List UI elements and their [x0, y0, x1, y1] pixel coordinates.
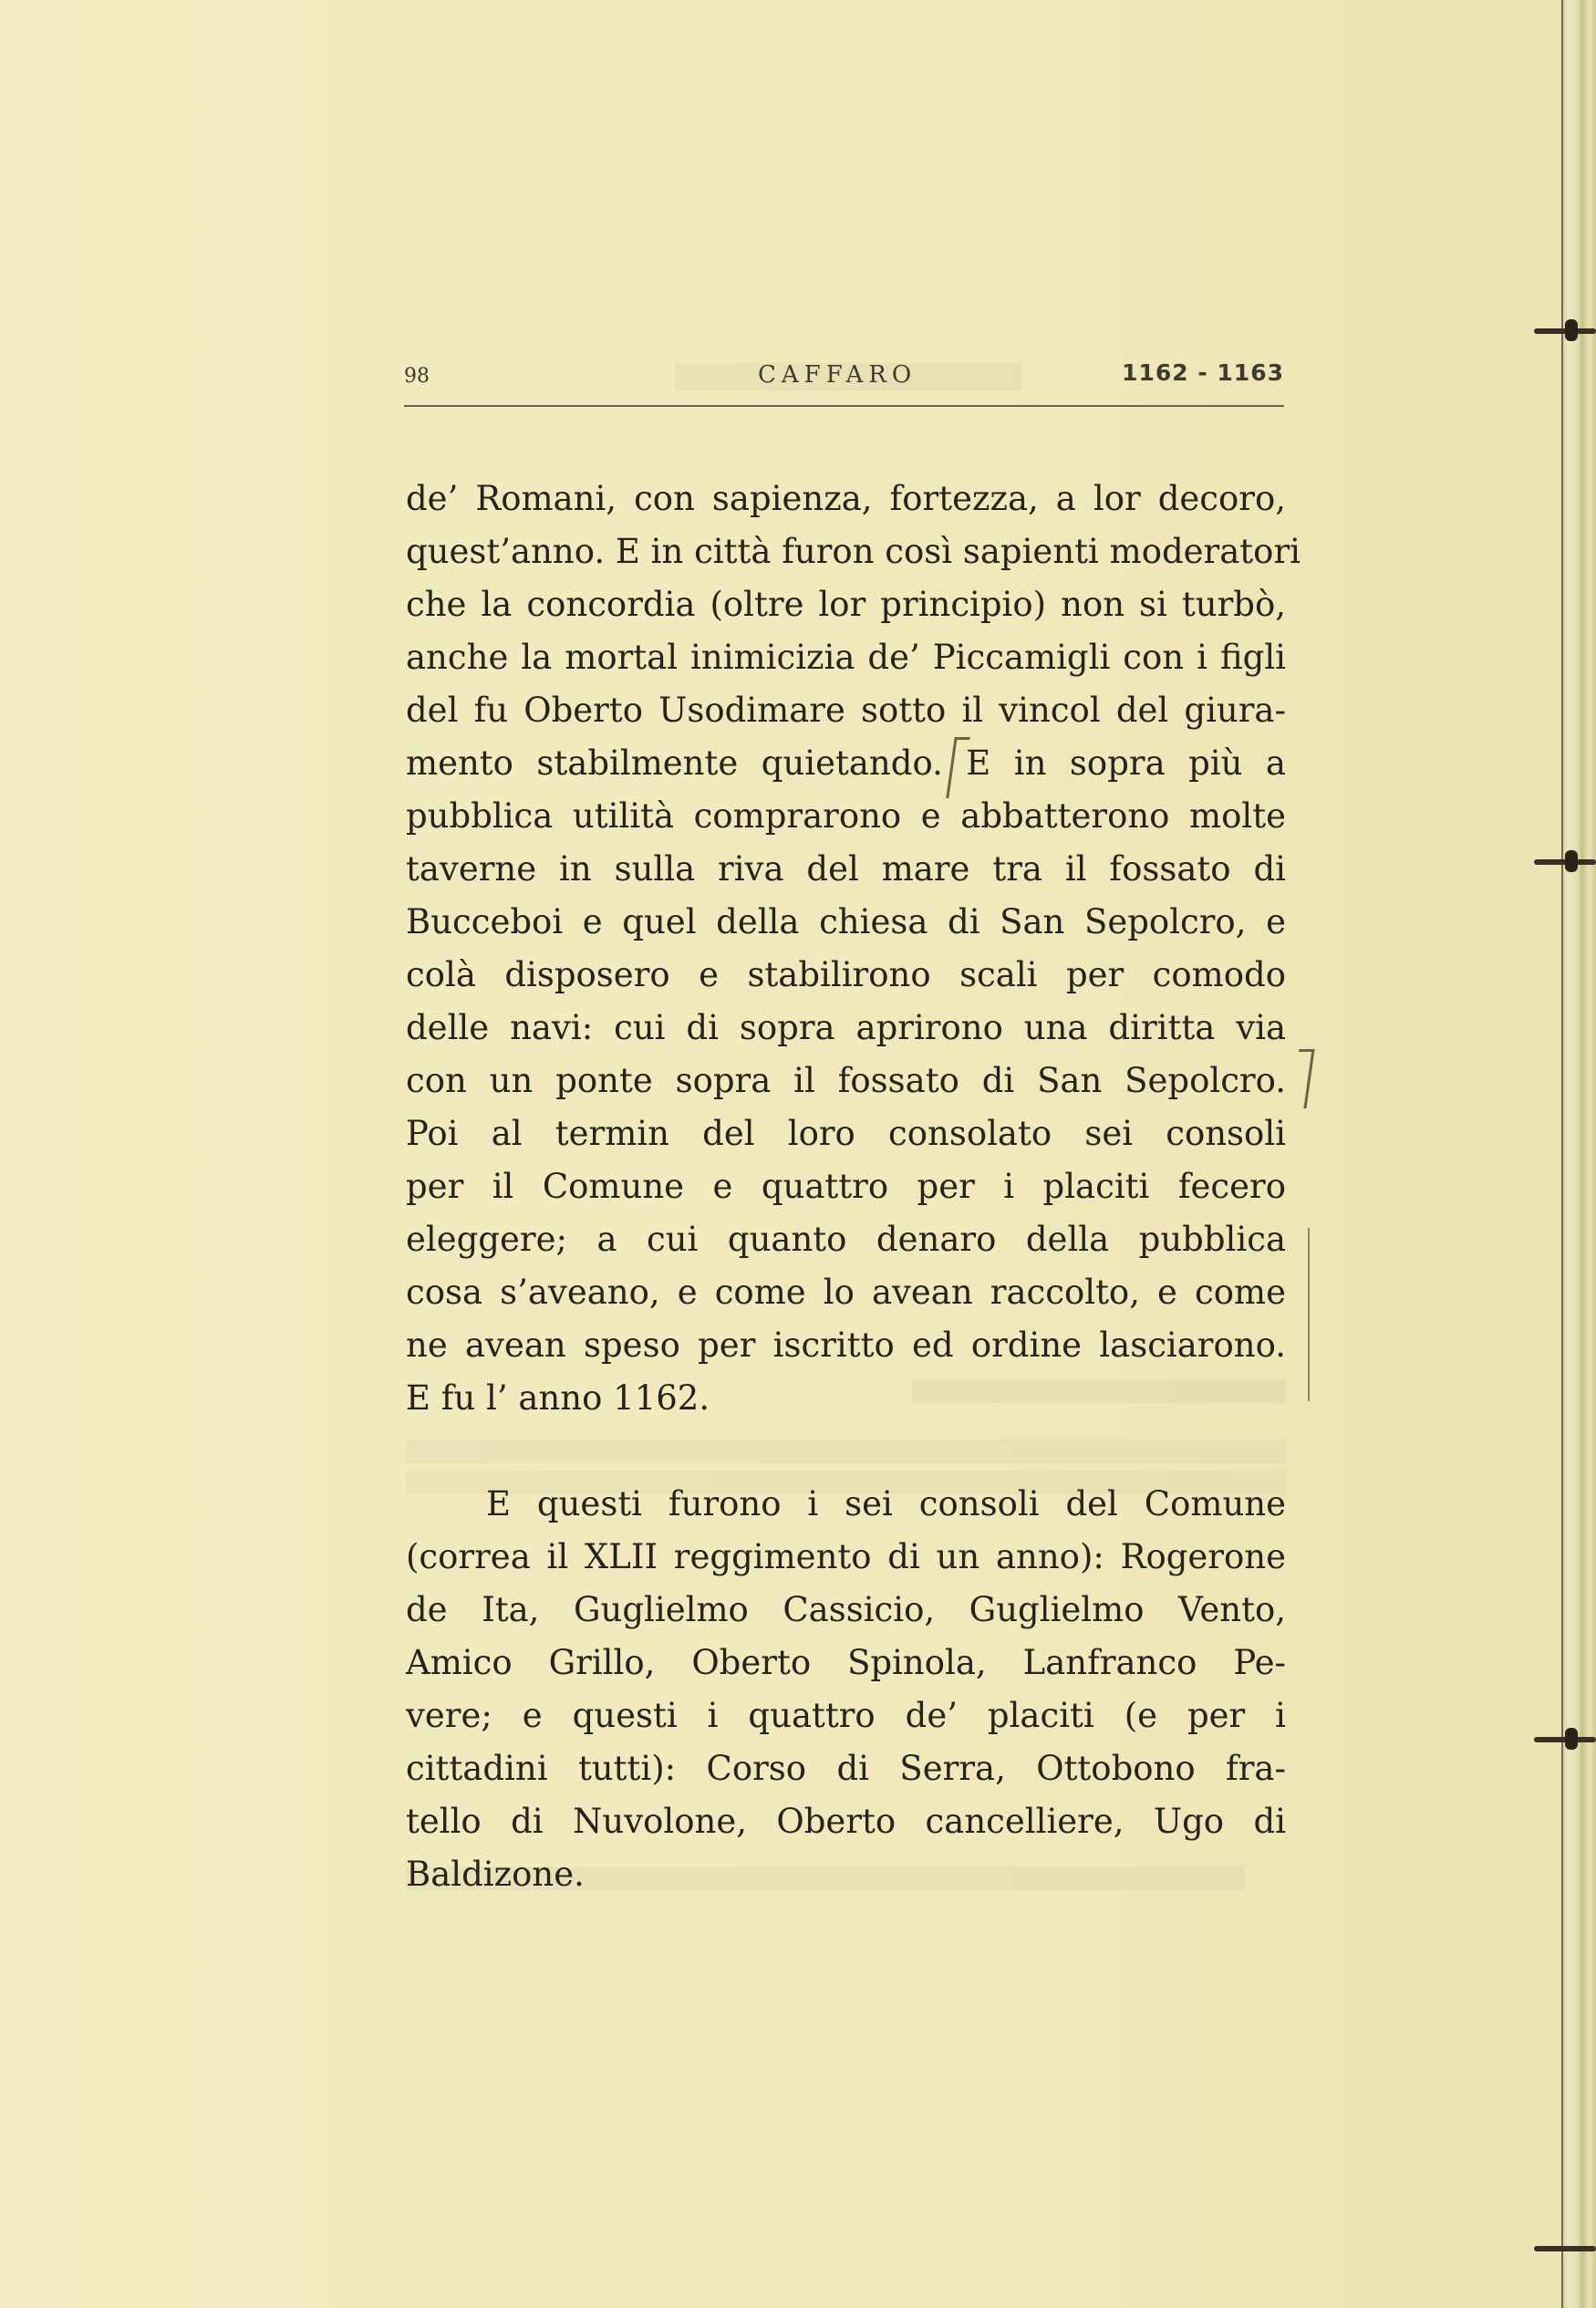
- text-line: ne avean speso per iscritto ed ordine lasciarono.: [406, 1326, 1286, 1365]
- header-title: CAFFARO: [758, 361, 917, 389]
- text-line: vere; e questi i quattro de’ placiti (e per i: [406, 1696, 1286, 1735]
- text-line: de Ita, Guglielmo Cassicio, Guglielmo Vento,: [406, 1590, 1286, 1629]
- main-text-block: [406, 473, 1301, 1901]
- text-line: delle navi: cui di sopra aprirono una diritta via: [406, 1008, 1286, 1047]
- text-line: E fu l’ anno 1162.: [406, 1378, 710, 1418]
- text-line: cosa s’aveano, e come lo avean raccolto, e come: [406, 1273, 1286, 1312]
- text-line: colà disposero e stabilirono scali per comodo: [406, 955, 1286, 994]
- text-line: pubblica utilità comprarono e abbatterono molte: [406, 796, 1286, 836]
- text-line: cittadini tutti): Corso di Serra, Ottobono fra-: [406, 1749, 1286, 1788]
- text-line: tello di Nuvolone, Oberto cancelliere, Ugo di: [406, 1802, 1286, 1841]
- page-number: 98: [404, 365, 430, 388]
- text-line: Amico Grillo, Oberto Spinola, Lanfranco Pe-: [406, 1643, 1286, 1682]
- text-line: (correa il XLII reggimento di un anno): Rogerone: [406, 1537, 1286, 1576]
- text-line: anche la mortal inimicizia de’ Piccamigli con i figli: [406, 638, 1286, 677]
- header-rule: [404, 405, 1284, 407]
- pencil-margin-line: [1308, 1228, 1310, 1401]
- header-years: 1162 - 1163: [1122, 359, 1284, 386]
- binding-thread-knot: [1565, 319, 1578, 341]
- text-line: mento stabilmente quietando. E in sopra più a: [406, 743, 1286, 783]
- binding-thread-knot: [1565, 850, 1578, 872]
- text-line: eleggere; a cui quanto denaro della pubblica: [406, 1220, 1286, 1259]
- running-header: [404, 359, 1284, 400]
- paragraph-1: [406, 473, 1301, 1425]
- binding-thread-knot: [1565, 1728, 1578, 1750]
- text-line: de’ Romani, con sapienza, fortezza, a lor decoro,: [406, 479, 1286, 518]
- book-binding-edge: [1561, 0, 1596, 2308]
- binding-thread-mark: [1534, 2246, 1596, 2251]
- text-line: che la concordia (oltre lor principio) non si turbò,: [406, 585, 1286, 624]
- text-line: quest’anno. E in città furon così sapienti moderatori: [406, 532, 1301, 571]
- text-line: Baldizone.: [406, 1855, 585, 1894]
- text-line: E questi furono i sei consoli del Comune: [486, 1484, 1286, 1523]
- text-line: Bucceboi e quel della chiesa di San Sepolcro, e: [406, 902, 1286, 941]
- paragraph-2: [406, 1478, 1286, 1901]
- text-line: per il Comune e quattro per i placiti fecero: [406, 1167, 1286, 1206]
- text-line: con un ponte sopra il fossato di San Sepolcro.: [406, 1061, 1286, 1100]
- text-line: Poi al termin del loro consolato sei consoli: [406, 1114, 1286, 1153]
- text-line: del fu Oberto Usodimare sotto il vincol del giura-: [406, 691, 1286, 730]
- binding-fold-line: [1561, 0, 1563, 2308]
- paragraph-gap: [406, 1425, 1286, 1478]
- text-line: taverne in sulla riva del mare tra il fossato di: [406, 849, 1286, 889]
